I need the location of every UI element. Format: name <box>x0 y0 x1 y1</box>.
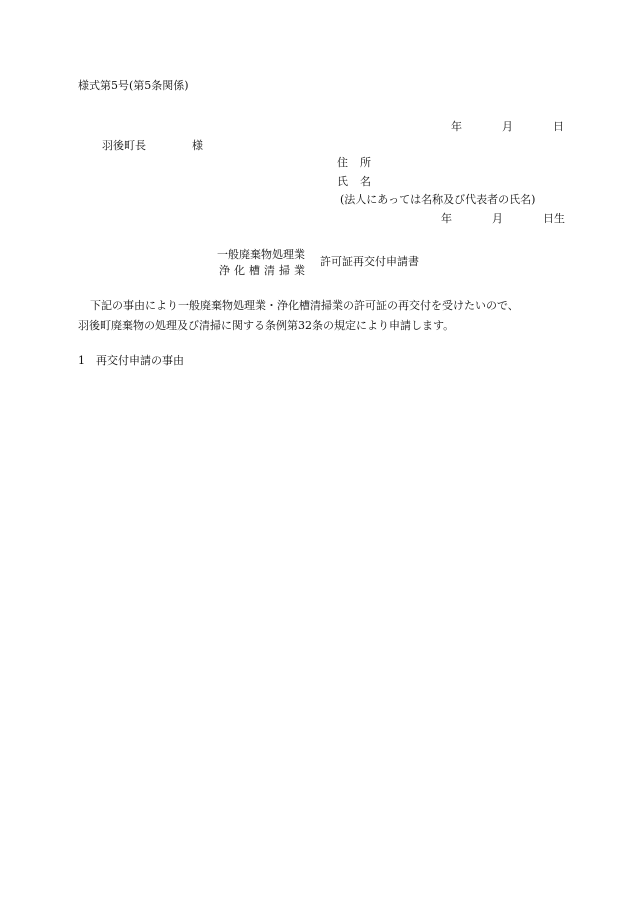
name-label-1: 氏 <box>337 175 348 188</box>
section-label: 再交付申請の事由 <box>96 354 184 367</box>
form-number: 様式第5号(第5条関係) <box>78 79 189 92</box>
business-type-block <box>217 247 309 279</box>
birth-year-label: 年 <box>441 212 452 225</box>
applicant-name-row <box>337 176 371 187</box>
application-date-line <box>451 121 564 132</box>
birth-day-label: 日生 <box>543 212 565 225</box>
document-title: 許可証再交付申請書 <box>320 255 419 268</box>
body-text <box>78 296 558 336</box>
section-reason <box>78 355 184 366</box>
business-type-septic-cleaning: 浄化槽清掃業 <box>219 264 309 277</box>
date-day-label: 日 <box>553 120 564 133</box>
addressee-name: 羽後町長 <box>102 139 146 152</box>
birth-date-line <box>441 213 565 224</box>
section-number: 1 <box>78 354 85 367</box>
birth-month-label: 月 <box>492 212 503 225</box>
address-label-1: 住 <box>337 156 348 169</box>
corporation-note: (法人にあっては名称及び代表者の氏名) <box>340 193 536 206</box>
applicant-address-row <box>337 157 371 168</box>
name-label-2: 名 <box>360 175 371 188</box>
address-label-2: 所 <box>360 156 371 169</box>
date-month-label: 月 <box>502 120 513 133</box>
business-type-general-waste: 一般廃棄物処理業 <box>217 248 305 261</box>
body-line-2: 羽後町廃棄物の処理及び清掃に関する条例第32条の規定により申請します。 <box>78 319 455 332</box>
date-year-label: 年 <box>451 120 462 133</box>
addressee-honorific: 様 <box>192 139 203 152</box>
body-line-1: 下記の事由により一般廃棄物処理業・浄化槽清掃業の許可証の再交付を受けたいので、 <box>90 299 519 312</box>
addressee <box>102 140 203 151</box>
